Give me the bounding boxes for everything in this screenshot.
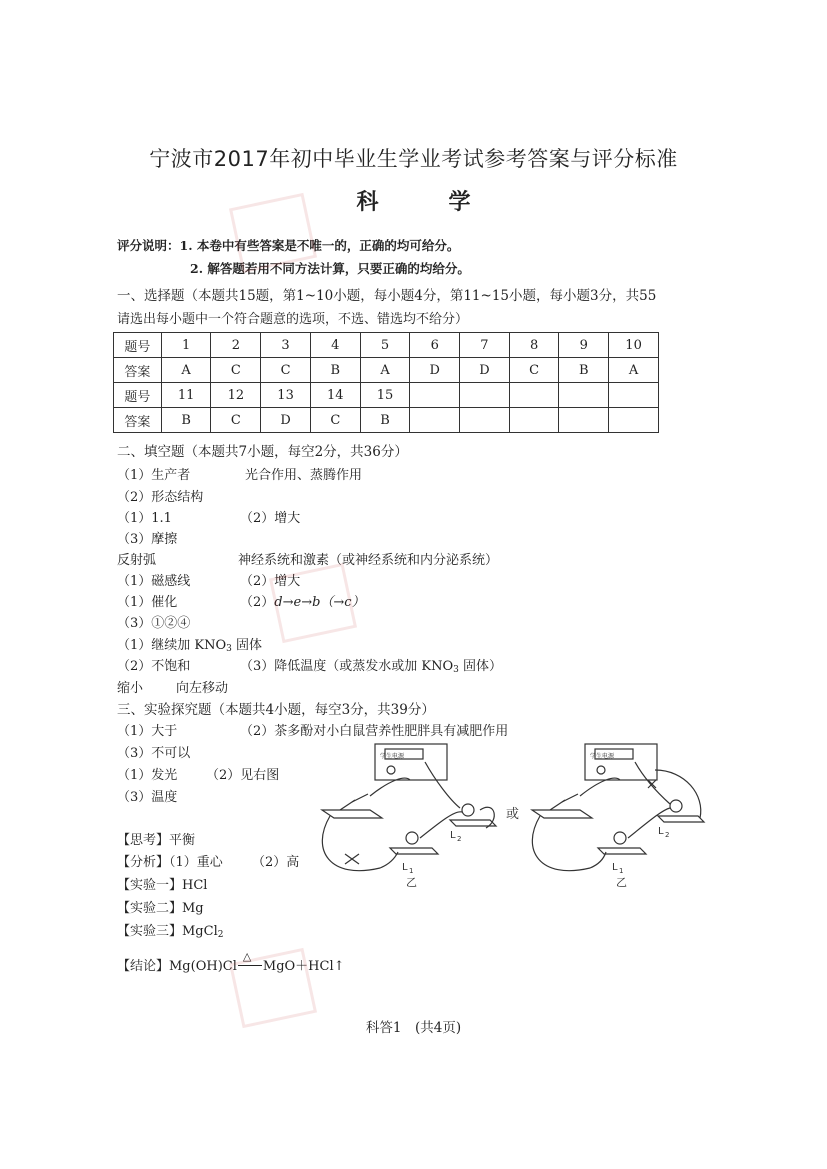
subject-char-2: 学: [448, 190, 471, 215]
answer-text: MgO＋HCl↑: [262, 959, 345, 974]
lamp-l1-subscript: 1: [619, 867, 624, 875]
answer-line: （2）见右图: [206, 768, 280, 783]
table-cell: C: [211, 358, 261, 383]
section1-heading: 一、选择题（本题共15题，第1~10小题，每小题4分，第11~15小题，每小题3分，共55: [117, 288, 657, 304]
table-cell: B: [310, 358, 360, 383]
table-cell: 5: [360, 333, 410, 358]
lamp-l2-base: [658, 816, 704, 822]
table-cell: [410, 383, 460, 408]
lamp-l2-subscript: 2: [457, 835, 462, 843]
answer-line: [240, 591, 365, 610]
answer-line: （2）茶多酚对小白鼠营养性肥胖具有减肥作用: [240, 724, 509, 739]
table-cell: 2: [211, 333, 261, 358]
table-cell: 10: [609, 333, 659, 358]
answer-line: [240, 655, 502, 675]
switch-base: [322, 810, 382, 818]
answer-line: （1）催化: [117, 595, 178, 610]
table-cell: 3: [261, 333, 311, 358]
answer-text: 固体）: [463, 659, 503, 674]
answer-line: （1）磁感线: [117, 574, 191, 589]
table-cell: 7: [460, 333, 510, 358]
figure-label: 乙: [406, 876, 417, 889]
table-row: [114, 408, 659, 433]
table-cell: [559, 408, 609, 433]
table-cell: A: [609, 358, 659, 383]
grading-note-1: 评分说明：1. 本卷中有些答案是不唯一的，正确的均可给分。: [117, 238, 460, 253]
answer-line: 缩小: [117, 681, 144, 696]
table-row: [114, 333, 659, 358]
subject-char-1: 科: [356, 190, 379, 215]
table-cell: 15: [360, 383, 410, 408]
table-cell: 题号: [114, 333, 162, 358]
table-cell: 12: [211, 383, 261, 408]
answer-line: （2）形态结构: [117, 490, 204, 505]
answer-sequence: d→e→b（→c）: [274, 595, 365, 610]
answer-line: （3）不可以: [117, 746, 191, 761]
table-cell: B: [559, 358, 609, 383]
power-supply-label: 学生电源: [590, 753, 615, 760]
answer-table: [113, 332, 659, 433]
table-cell: 答案: [114, 358, 162, 383]
table-cell: [460, 408, 510, 433]
power-supply-label: 学生电源: [380, 753, 405, 760]
table-cell: [509, 408, 559, 433]
answer-line: [117, 920, 223, 940]
table-cell: 13: [261, 383, 311, 408]
table-cell: 8: [509, 333, 559, 358]
table-cell: 14: [310, 383, 360, 408]
subscript: 2: [217, 930, 224, 940]
lamp-l1-subscript: 1: [409, 867, 414, 875]
lamp-l2-subscript: 2: [665, 831, 670, 839]
table-cell: C: [261, 358, 311, 383]
table-cell: 11: [161, 383, 211, 408]
figure-label: 乙: [616, 876, 627, 889]
subject-heading: [0, 185, 827, 216]
table-cell: D: [460, 358, 510, 383]
section2-heading: 二、填空题（本题共7小题，每空2分，共36分）: [117, 444, 408, 460]
page-title: 宁波市2017年初中毕业生学业考试参考答案与评分标准: [149, 147, 678, 171]
answer-line: （1）生产者: [117, 468, 191, 483]
answer-line: （3）温度: [117, 790, 178, 805]
table-cell: [609, 383, 659, 408]
heat-arrow: [237, 950, 263, 974]
table-cell: B: [161, 408, 211, 433]
subscript: 3: [226, 644, 232, 654]
answer-line: （1）发光: [117, 768, 178, 783]
table-cell: [460, 383, 510, 408]
table-cell: 答案: [114, 408, 162, 433]
answer-text: （3）降低温度（或蒸发水或加 KNO: [240, 659, 454, 674]
table-cell: [559, 383, 609, 408]
grading-note-2: 2. 解答题若用不同方法计算，只要正确的均给分。: [190, 261, 470, 276]
table-cell: 4: [310, 333, 360, 358]
answer-line: 【思考】平衡: [117, 833, 196, 848]
answer-line: [117, 950, 345, 974]
answer-label: （2）: [240, 595, 275, 610]
lamp-l1-label: L: [612, 862, 618, 873]
answer-line: 向左移动: [176, 681, 229, 696]
table-cell: C: [310, 408, 360, 433]
table-row: [114, 383, 659, 408]
table-cell: A: [161, 358, 211, 383]
lamp-l2-label: L: [450, 830, 456, 841]
table-cell: 9: [559, 333, 609, 358]
switch-base: [532, 810, 592, 818]
table-cell: 6: [410, 333, 460, 358]
table-cell: [609, 408, 659, 433]
heat-symbol: △: [242, 950, 252, 963]
page-footer: 科答1 (共4页): [365, 1020, 462, 1036]
answer-line: （1）大于: [117, 724, 178, 739]
table-cell: 题号: [114, 383, 162, 408]
table-cell: D: [261, 408, 311, 433]
table-cell: A: [360, 358, 410, 383]
answer-line: （1）1.1: [117, 511, 172, 526]
answer-line: 光合作用、蒸腾作用: [245, 468, 363, 483]
answer-line: （3）①②④: [117, 616, 191, 631]
circuit-diagrams: [310, 740, 710, 890]
answer-line: （2）增大: [240, 574, 301, 589]
lamp-l2-label: L: [658, 826, 664, 837]
answer-text: （1）继续加 KNO: [117, 638, 227, 653]
lamp-l1-label: L: [402, 862, 408, 873]
answer-line: [117, 634, 262, 654]
table-row: [114, 358, 659, 383]
section3-heading: 三、实验探究题（本题共4小题，每空3分，共39分）: [117, 702, 435, 718]
table-cell: C: [211, 408, 261, 433]
answer-text: 固体: [236, 638, 263, 653]
answer-text: 【实验三】MgCl: [117, 924, 218, 939]
answer-line: 反射弧: [117, 553, 157, 568]
table-cell: B: [360, 408, 410, 433]
table-cell: 1: [161, 333, 211, 358]
answer-line: （2）高: [252, 855, 300, 870]
answer-line: （3）摩擦: [117, 532, 178, 547]
answer-line: 神经系统和激素（或神经系统和内分泌系统）: [238, 553, 499, 568]
or-label: 或: [506, 807, 520, 822]
answer-line: 【实验一】HCl: [117, 878, 208, 893]
answer-line: 【实验二】Mg: [117, 901, 204, 916]
answer-line: （2）增大: [240, 511, 301, 526]
table-cell: [509, 383, 559, 408]
answer-text: 【结论】Mg(OH)Cl: [117, 959, 237, 974]
answer-line: （2）不饱和: [117, 659, 191, 674]
table-cell: [410, 408, 460, 433]
subscript: 3: [453, 665, 459, 675]
table-cell: C: [509, 358, 559, 383]
section1-heading2: 请选出每小题中一个符合题意的选项，不选、错选均不给分）: [117, 312, 469, 327]
answer-line: 【分析】（1）重心: [117, 855, 223, 870]
table-cell: D: [410, 358, 460, 383]
